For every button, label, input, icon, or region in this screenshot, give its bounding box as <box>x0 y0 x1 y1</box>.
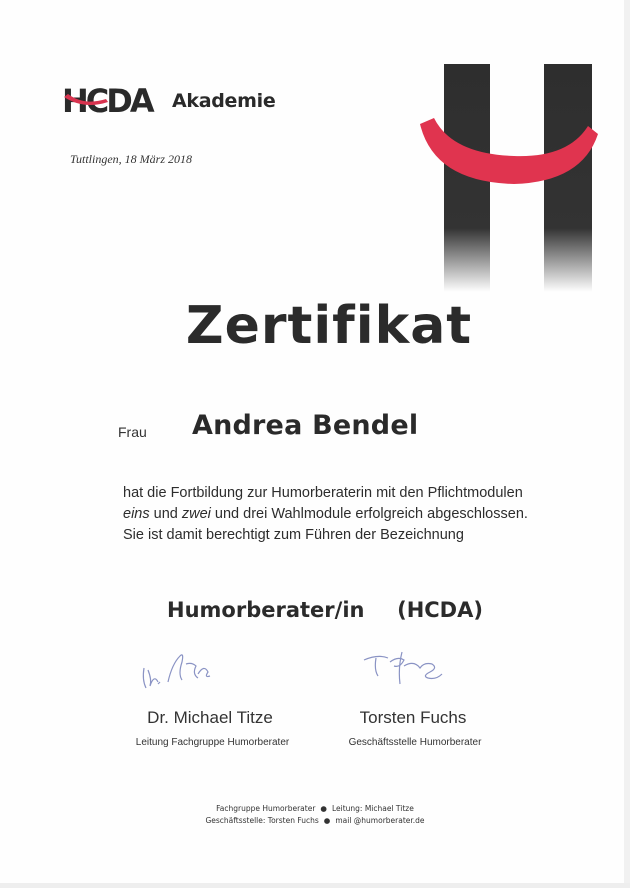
signatory-role-2: Geschäftsstelle Humorberater <box>348 737 482 748</box>
certificate-body <box>123 483 563 546</box>
scan-edge-bottom <box>0 883 630 888</box>
signatory-name-1: Dr. Michael Titze <box>147 708 273 727</box>
footer-line-1: Fachgruppe Humorberater ● Leitung: Michael Titze <box>216 804 414 813</box>
scan-edge-right <box>624 0 630 888</box>
designation-abbr: (HCDA) <box>397 598 483 622</box>
logo-smile-icon <box>62 80 172 120</box>
separator-dot-icon: ● <box>323 816 331 825</box>
separator-dot-icon: ● <box>320 804 327 813</box>
footer <box>0 803 630 827</box>
body-line-2: eins und zwei und drei Wahlmodule erfolgreich abgeschlossen. <box>123 506 528 522</box>
signature-titze <box>138 644 218 690</box>
logo-brand: HCDA <box>62 82 152 120</box>
body-line-3: Sie ist damit berechtigt zum Führen der Bezeichnung <box>123 527 464 543</box>
designation-name: Humorberater/in <box>167 598 365 622</box>
body-line-1: hat die Fortbildung zur Humorberaterin mit den Pflichtmodulen <box>123 485 523 501</box>
place-date: Tuttlingen, 18 März 2018 <box>70 152 193 166</box>
footer-line-2: Geschäftsstelle: Torsten Fuchs ● mail @humorberater.de <box>205 816 425 825</box>
hcda-h-emblem-icon <box>418 60 602 292</box>
hcda-logo <box>62 80 302 124</box>
recipient-name: Andrea Bendel <box>192 410 419 441</box>
logo-suffix: Akademie <box>172 90 276 112</box>
designation <box>0 598 630 622</box>
signature-fuchs <box>358 648 448 690</box>
signatory-name-2: Torsten Fuchs <box>359 708 467 727</box>
salutation: Frau <box>118 424 147 440</box>
signatory-role-1: Leitung Fachgruppe Humorberater <box>135 737 290 748</box>
certificate-title: Zertifikat <box>185 296 473 356</box>
